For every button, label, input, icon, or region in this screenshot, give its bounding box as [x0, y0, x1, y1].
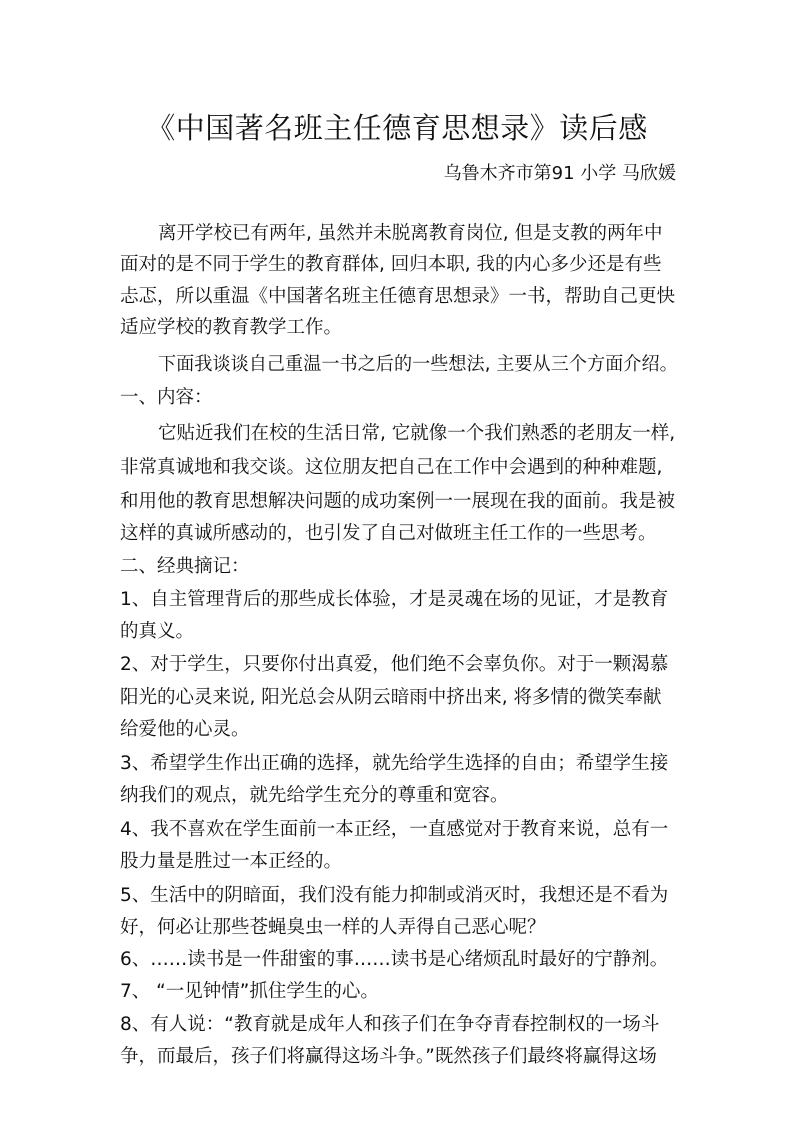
author-line: 乌鲁木齐市第91 小学 马欣媛	[443, 163, 676, 184]
list-item-line: 7、 “一见钟情”抓住学生的心。	[120, 981, 379, 1002]
list-item-line: 3、希望学生作出正确的选择，就先给学生选择的自由；希望学生接	[120, 753, 669, 774]
list-item-line: 好，何必让那些苍蝇臭虫一样的人弄得自己恶心呢？	[120, 917, 546, 938]
paragraph-line: 它贴近我们在校的生活日常, 它就像一个我们熟悉的老朋友一样,	[158, 423, 676, 444]
paragraph-line: 离开学校已有两年, 虽然并未脱离教育岗位, 但是支教的两年中	[158, 223, 663, 244]
list-item-line: 纳我们的观点，就先给学生充分的尊重和宽容。	[120, 785, 509, 806]
paragraph-line: 面对的是不同于学生的教育群体, 回归本职, 我的内心多少还是有些	[120, 254, 662, 275]
list-item-line: 给爱他的心灵。	[120, 719, 250, 740]
paragraph-line: 忐忑，所以重温《中国著名班主任德育思想录》一书，帮助自己更快	[120, 286, 676, 307]
paragraph-line: 非常真诚地和我交谈。这位朋友把自己在工作中会遇到的种种难题,	[120, 457, 663, 478]
paragraph-line: 和用他的教育思想解决问题的成功案例一一展现在我的面前。我是被	[120, 491, 676, 512]
section-heading: 一、内容：	[120, 387, 213, 408]
list-item-line: 1、自主管理背后的那些成长体验，才是灵魂在场的见证，才是教育	[120, 589, 669, 610]
document-title: 《中国著名班主任德育思想录》读后感	[146, 111, 648, 145]
list-item-line: 阳光的心灵来说, 阳光总会从阴云暗雨中挤出来, 将多情的微笑奉献	[120, 687, 662, 708]
list-item-line: 6、……读书是一件甜蜜的事……读书是心绪烦乱时最好的宁静剂。	[120, 949, 669, 970]
list-item-line: 4、我不喜欢在学生面前一本正经，一直感觉对于教育来说，总有一	[120, 819, 669, 840]
paragraph-line: 适应学校的教育教学工作。	[120, 317, 343, 338]
list-item-line: 股力量是胜过一本正经的。	[120, 851, 343, 872]
paragraph-line: 这样的真诚所感动的，也引发了自己对做班主任工作的一些思考。	[120, 523, 657, 544]
paragraph-line: 下面我谈谈自己重温一书之后的一些想法, 主要从三个方面介绍。	[158, 354, 678, 375]
list-item-line: 5、生活中的阴暗面，我们没有能力抑制或消灭时，我想还是不看为	[120, 885, 669, 906]
list-item-line: 8、有人说：“教育就是成年人和孩子们在争夺青春控制权的一场斗	[120, 1014, 660, 1035]
list-item-line: 争，而最后，孩子们将赢得这场斗争。”既然孩子们最终将赢得这场	[120, 1046, 657, 1067]
list-item-line: 2、对于学生，只要你付出真爱，他们绝不会辜负你。对于一颗渴慕	[120, 654, 669, 675]
list-item-line: 的真义。	[120, 621, 195, 642]
section-heading: 二、经典摘记：	[120, 556, 250, 577]
